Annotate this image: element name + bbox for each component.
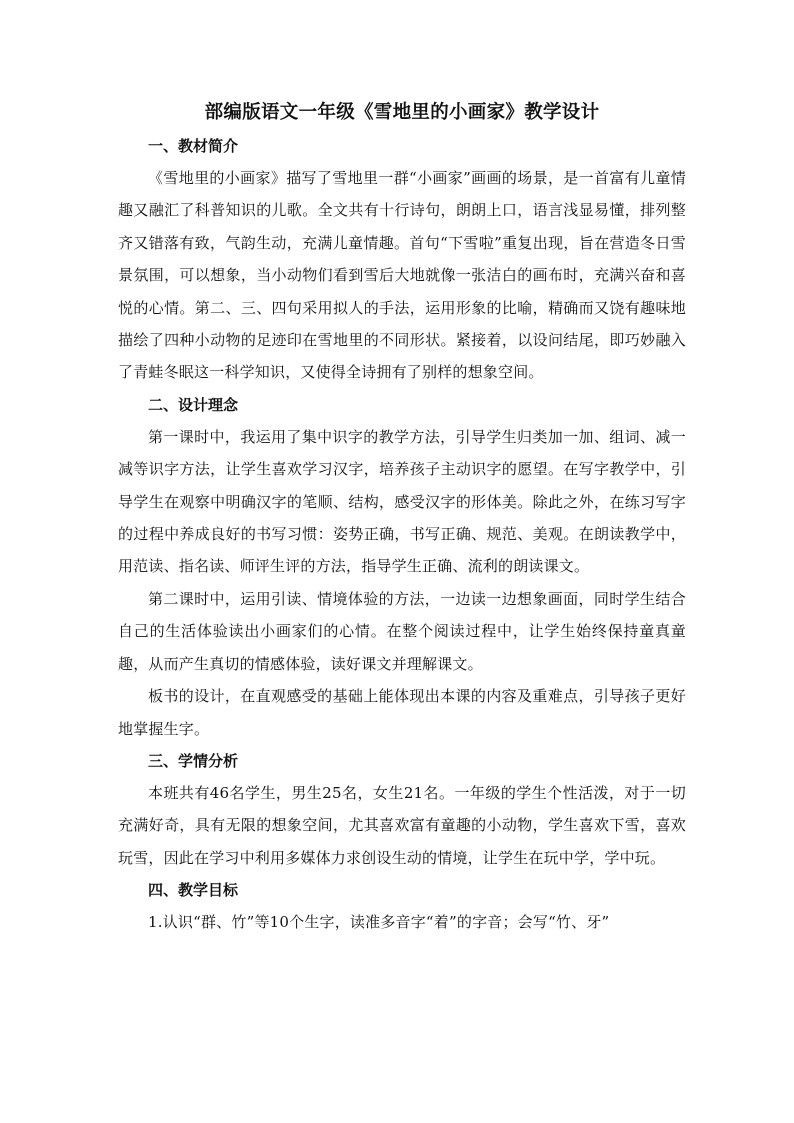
- section-design-concept: [118, 389, 686, 745]
- paragraph: 1.认识“群、竹”等10个生字，读准多音字“着”的字音；会写“竹、牙”: [148, 913, 610, 932]
- section-heading: 二、设计理念: [148, 395, 239, 414]
- document-title: 部编版语文一年级《雪地里的小画家》教学设计: [204, 102, 600, 123]
- document-page: [118, 100, 686, 939]
- section-teaching-goals: [118, 874, 686, 938]
- section-textbook-intro: [118, 130, 686, 389]
- paragraph: 第一课时中，我运用了集中识字的教学方法，引导学生归类加一加、组词、减一减等识字方法，让学生喜欢学习汉字，培养孩子主动识字的愿望。在写字教学中，引导学生在观察中明确汉字的笔顺、结构，感受汉字的形体美。除此之外，在练习写字的过程中养成良好的书写习惯：姿势正确，书写正确、规范、美观。在朗读教学中，用范读、指名读、师评生评的方法，指导学生正确、流利的朗读课文。: [118, 427, 686, 576]
- paragraph: 本班共有46名学生，男生25名，女生21名。一年级的学生个性活泼，对于一切充满好奇，具有无限的想象空间，尤其喜欢富有童趣的小动物，学生喜欢下雪，喜欢玩雪，因此在学习中利用多媒体力求创设生动的情境，让学生在玩中学，学中玩。: [118, 783, 686, 867]
- section-heading: 一、教材简介: [148, 137, 239, 155]
- paragraph: 板书的设计，在直观感受的基础上能体现出本课的内容及重难点，引导孩子更好地掌握生字。: [118, 687, 686, 738]
- paragraph: 《雪地里的小画家》描写了雪地里一群“小画家”画画的场景，是一首富有儿童情趣又融汇了科普知识的儿歌。全文共有十行诗句，朗朗上口，语言浅显易懂，排列整齐又错落有致，气韵生动，充满儿童情趣。首句“下雪啦”重复出现，旨在营造冬日雪景氛围，可以想象，当小动物们看到雪后大地就像一张洁白的画布时，充满兴奋和喜悦的心情。第二、三、四句采用拟人的手法，运用形象的比喻，精确而又饶有趣味地描绘了四种小动物的足迹印在雪地里的不同形状。紧接着，以设问结尾，即巧妙融入了青蛙冬眠这一科学知识，又使得全诗拥有了别样的想象空间。: [118, 169, 686, 382]
- section-student-analysis: [118, 745, 686, 874]
- paragraph: 第二课时中，运用引读、情境体验的方法，一边读一边想象画面，同时学生结合自己的生活体验读出小画家们的心情。在整个阅读过程中，让学生始终保持童真童趣，从而产生真切的情感体验，读好课文并理解课文。: [118, 589, 686, 673]
- section-heading: 四、教学目标: [148, 881, 239, 900]
- section-heading: 三、学情分析: [148, 751, 239, 770]
